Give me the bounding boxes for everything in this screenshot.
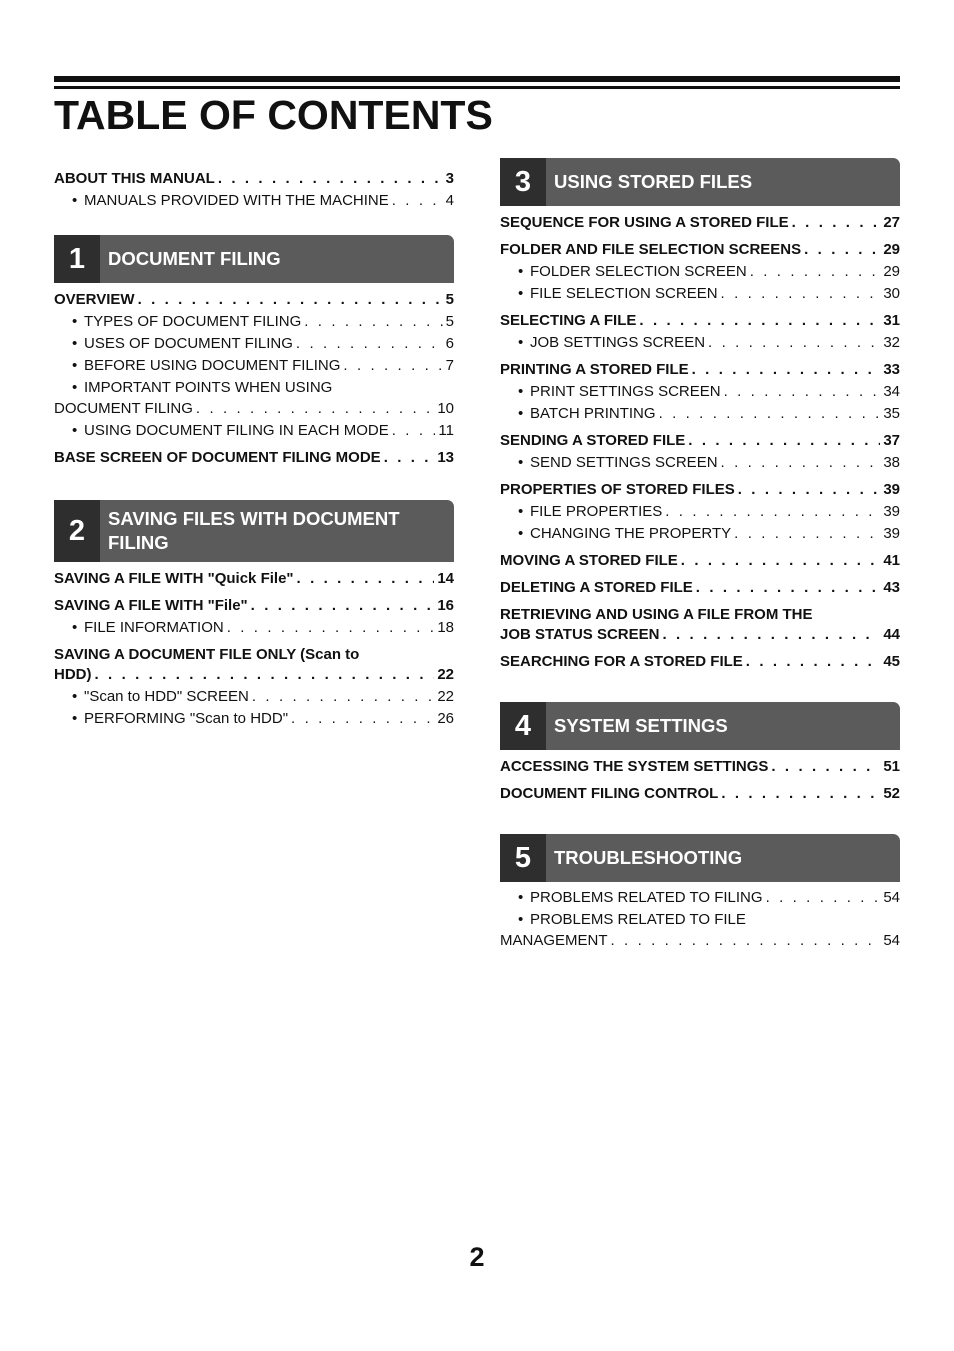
toc-entry-text: MOVING A STORED FILE — [500, 552, 678, 569]
toc-entry[interactable] — [500, 262, 900, 282]
toc-page-number: 41 — [883, 552, 900, 569]
toc-entry-text: JOB STATUS SCREEN — [500, 626, 660, 643]
toc-page-number: 22 — [437, 688, 454, 705]
dot-leader — [771, 757, 880, 777]
toc-page-number: 29 — [883, 241, 900, 258]
dot-leader — [251, 596, 435, 616]
toc-entry[interactable] — [500, 382, 900, 402]
toc-entry-text: BASE SCREEN OF DOCUMENT FILING MODE — [54, 449, 381, 466]
toc-entry[interactable] — [500, 784, 900, 804]
toc-page-number: 39 — [883, 525, 900, 542]
toc-entry-text: • USES OF DOCUMENT FILING — [84, 335, 293, 352]
toc-page-number: 13 — [437, 449, 454, 466]
dot-leader — [766, 888, 881, 908]
toc-entry[interactable] — [54, 290, 454, 310]
dot-leader — [750, 262, 881, 282]
toc-entry[interactable] — [500, 311, 900, 331]
header-rule-thin — [54, 86, 900, 89]
toc-entry-text: • FOLDER SELECTION SCREEN — [530, 263, 747, 280]
toc-entry-text: ABOUT THIS MANUAL — [54, 170, 215, 187]
toc-entry-text: • CHANGING THE PROPERTY — [530, 525, 732, 542]
toc-page-number: 39 — [883, 481, 900, 498]
toc-entry[interactable] — [54, 687, 454, 707]
toc-entry[interactable] — [54, 356, 454, 376]
dot-leader — [662, 625, 880, 645]
toc-page-number: 32 — [883, 334, 900, 351]
dot-leader — [659, 404, 881, 424]
left-column — [54, 162, 454, 729]
toc-entry[interactable] — [54, 191, 454, 211]
toc-page-number: 44 — [883, 626, 900, 643]
toc-entry[interactable] — [500, 240, 900, 260]
dot-leader — [639, 311, 880, 331]
dot-leader — [297, 569, 435, 589]
toc-page-number: 33 — [883, 361, 900, 378]
dot-leader — [252, 687, 434, 707]
chapter-2-header[interactable] — [54, 500, 454, 562]
dot-leader — [343, 356, 442, 376]
toc-entry[interactable] — [500, 213, 900, 233]
dot-leader — [138, 290, 443, 310]
toc-entry[interactable] — [500, 502, 900, 522]
toc-entry-text: • PROBLEMS RELATED TO FILE — [530, 911, 746, 928]
chapter-title: SYSTEM SETTINGS — [554, 715, 728, 736]
toc-entry-text: HDD) — [54, 666, 92, 683]
toc-entry-text: • FILE INFORMATION — [84, 619, 224, 636]
chapter-5-header[interactable] — [500, 834, 900, 882]
toc-page-number: 14 — [437, 570, 454, 587]
dot-leader — [721, 284, 881, 304]
chapter-2-entries — [54, 569, 454, 729]
toc-page-number: 3 — [445, 170, 454, 187]
toc-entry-text: DOCUMENT FILING — [54, 400, 193, 417]
toc-entry[interactable] — [54, 618, 454, 638]
chapter-3-entries — [500, 213, 900, 672]
dot-leader — [611, 931, 881, 951]
toc-entry[interactable] — [500, 480, 900, 500]
chapter-4-entries — [500, 757, 900, 804]
toc-entry-text: • BATCH PRINTING — [530, 405, 656, 422]
chapter-5-entries — [500, 888, 900, 951]
toc-entry[interactable] — [54, 569, 454, 589]
toc-entry[interactable] — [54, 709, 454, 729]
toc-page-number: 11 — [438, 422, 454, 439]
dot-leader — [708, 333, 880, 353]
intro-entries — [54, 169, 454, 211]
toc-page-number: 16 — [437, 597, 454, 614]
toc-entry-text: OVERVIEW — [54, 291, 135, 308]
toc-entry-text: RETRIEVING AND USING A FILE FROM THE — [500, 606, 813, 623]
toc-entry-text: • PERFORMING "Scan to HDD" — [84, 710, 289, 727]
chapter-number: 1 — [54, 235, 100, 283]
toc-page-number: 35 — [883, 405, 900, 422]
toc-entry[interactable] — [54, 448, 454, 468]
toc-page-number: 54 — [883, 889, 900, 906]
toc-entry[interactable] — [500, 524, 900, 544]
toc-entry-text: SAVING A FILE WITH "Quick File" — [54, 570, 294, 587]
toc-entry[interactable] — [500, 625, 900, 645]
toc-entry[interactable] — [54, 399, 454, 419]
toc-entry-text: SEARCHING FOR A STORED FILE — [500, 653, 743, 670]
toc-entry[interactable] — [54, 378, 454, 398]
toc-entry-text: SEQUENCE FOR USING A STORED FILE — [500, 214, 789, 231]
dot-leader — [196, 399, 434, 419]
toc-entry[interactable] — [54, 421, 454, 441]
dot-leader — [734, 524, 880, 544]
toc-entry[interactable] — [54, 169, 454, 189]
toc-entry-text: • PRINT SETTINGS SCREEN — [530, 383, 721, 400]
toc-entry-text: • FILE SELECTION SCREEN — [530, 285, 718, 302]
toc-entry-text: • FILE PROPERTIES — [530, 503, 663, 520]
toc-entry-text: • PROBLEMS RELATED TO FILING — [530, 889, 763, 906]
chapter-number: 2 — [54, 500, 100, 562]
toc-entry[interactable] — [500, 931, 900, 951]
toc-page-number: 34 — [883, 383, 900, 400]
toc-page-number: 18 — [437, 619, 454, 636]
toc-entry[interactable] — [500, 284, 900, 304]
toc-entry[interactable] — [500, 605, 900, 625]
dot-leader — [304, 312, 442, 332]
toc-page-number: 43 — [883, 579, 900, 596]
toc-entry[interactable] — [54, 645, 454, 665]
dot-leader — [738, 480, 881, 500]
chapter-4-header[interactable] — [500, 702, 900, 750]
toc-entry-text: DELETING A STORED FILE — [500, 579, 693, 596]
chapter-number: 3 — [500, 158, 546, 206]
toc-entry[interactable] — [500, 652, 900, 672]
page-title: TABLE OF CONTENTS — [54, 92, 493, 138]
dot-leader — [218, 169, 443, 189]
toc-entry-text: SAVING A DOCUMENT FILE ONLY (Scan to — [54, 646, 360, 663]
toc-entry-text: PROPERTIES OF STORED FILES — [500, 481, 735, 498]
toc-entry-text: • USING DOCUMENT FILING IN EACH MODE — [84, 422, 389, 439]
chapter-title: USING STORED FILES — [554, 171, 753, 192]
toc-page-number: 39 — [883, 503, 900, 520]
toc-page-number: 7 — [445, 357, 454, 374]
toc-entry[interactable] — [500, 578, 900, 598]
toc-entry[interactable] — [54, 334, 454, 354]
toc-entry[interactable] — [500, 551, 900, 571]
toc-page-number: 26 — [437, 710, 454, 727]
toc-page-number: 5 — [445, 291, 454, 308]
dot-leader — [681, 551, 881, 571]
toc-entry-text: SELECTING A FILE — [500, 312, 637, 329]
toc-entry[interactable] — [54, 312, 454, 332]
toc-page-number: 52 — [883, 785, 900, 802]
page-number: 2 — [469, 1242, 485, 1272]
toc-page-number: 30 — [883, 285, 900, 302]
dot-leader — [392, 191, 443, 211]
toc-entry-text: FOLDER AND FILE SELECTION SCREENS — [500, 241, 802, 258]
toc-page-number: 31 — [883, 312, 900, 329]
dot-leader — [384, 448, 435, 468]
toc-entry-text: SAVING A FILE WITH "File" — [54, 597, 248, 614]
toc-entry[interactable] — [500, 431, 900, 451]
toc-entry[interactable] — [500, 910, 900, 930]
dot-leader — [696, 578, 881, 598]
dot-leader — [721, 453, 881, 473]
dot-leader — [724, 382, 881, 402]
toc-entry[interactable] — [500, 888, 900, 908]
dot-leader — [392, 421, 436, 441]
toc-entry[interactable] — [54, 665, 454, 685]
header-rule-thick — [54, 76, 900, 82]
dot-leader — [721, 784, 880, 804]
chapter-number: 4 — [500, 702, 546, 750]
chapter-title: SAVING FILES WITH DOCUMENT FILING — [108, 508, 400, 553]
toc-page-number: 22 — [437, 666, 454, 683]
dot-leader — [804, 240, 880, 260]
chapter-number: 5 — [500, 834, 546, 882]
toc-page-number: 54 — [883, 932, 900, 949]
chapter-1-entries — [54, 290, 454, 468]
dot-leader — [692, 360, 881, 380]
toc-entry-text: • "Scan to HDD" SCREEN — [84, 688, 249, 705]
toc-page-number: 29 — [883, 263, 900, 280]
toc-entry-text: • SEND SETTINGS SCREEN — [530, 454, 718, 471]
toc-page-number: 10 — [437, 400, 454, 417]
toc-entry-text: • IMPORTANT POINTS WHEN USING — [84, 379, 333, 396]
dot-leader — [227, 618, 435, 638]
toc-entry-text: MANAGEMENT — [500, 932, 608, 949]
toc-entry-text: ACCESSING THE SYSTEM SETTINGS — [500, 758, 769, 775]
chapter-1-header[interactable] — [54, 235, 454, 283]
dot-leader — [792, 213, 881, 233]
toc-entry[interactable] — [500, 404, 900, 424]
toc-page-number: 6 — [445, 335, 454, 352]
dot-leader — [746, 652, 881, 672]
chapter-3-header[interactable] — [500, 158, 900, 206]
toc-entry-text: SENDING A STORED FILE — [500, 432, 686, 449]
chapter-title: DOCUMENT FILING — [108, 248, 281, 269]
toc-page-number: 27 — [883, 214, 900, 231]
chapter-title: TROUBLESHOOTING — [554, 847, 743, 868]
toc-entry-text: DOCUMENT FILING CONTROL — [500, 785, 719, 802]
toc-page-number: 5 — [445, 313, 454, 330]
toc-page-number: 45 — [883, 653, 900, 670]
right-column — [500, 158, 900, 951]
toc-entry-text: • MANUALS PROVIDED WITH THE MACHINE — [84, 192, 389, 209]
toc-entry[interactable] — [500, 757, 900, 777]
toc-page-number: 51 — [883, 758, 900, 775]
toc-entry-text: • TYPES OF DOCUMENT FILING — [84, 313, 302, 330]
toc-page-number: 37 — [883, 432, 900, 449]
dot-leader — [95, 665, 435, 685]
toc-page-number: 4 — [445, 192, 454, 209]
toc-entry[interactable] — [54, 596, 454, 616]
dot-leader — [688, 431, 880, 451]
dot-leader — [665, 502, 880, 522]
toc-entry-text: • BEFORE USING DOCUMENT FILING — [84, 357, 341, 374]
toc-page-number: 38 — [883, 454, 900, 471]
dot-leader — [291, 709, 434, 729]
toc-entry-text: • JOB SETTINGS SCREEN — [530, 334, 706, 351]
dot-leader — [296, 334, 443, 354]
toc-entry[interactable] — [500, 333, 900, 353]
toc-entry-text: PRINTING A STORED FILE — [500, 361, 689, 378]
toc-entry[interactable] — [500, 453, 900, 473]
toc-entry[interactable] — [500, 360, 900, 380]
